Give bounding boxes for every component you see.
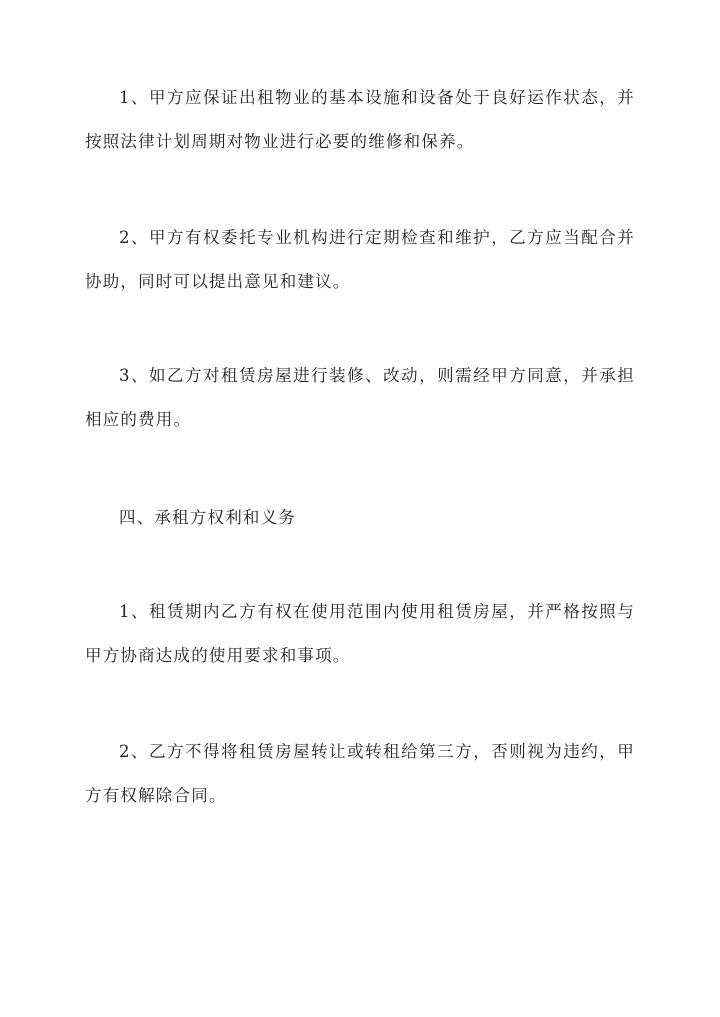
paragraph-no-sublease: 2、乙方不得将租赁房屋转让或转租给第三方，否则视为违约，甲方有权解除合同。 (85, 742, 635, 805)
paragraph-landlord-maintenance: 1、甲方应保证出租物业的基本设施和设备处于良好运作状态，并按照法律计划周期对物业进行必要的维修和保养。 (85, 88, 635, 151)
paragraph-renovation-consent: 3、如乙方对租赁房屋进行装修、改动，则需经甲方同意，并承担相应的费用。 (85, 366, 635, 429)
paragraph-tenant-usage-rights: 1、租赁期内乙方有权在使用范围内使用租赁房屋，并严格按照与甲方协商达成的使用要求和事项。 (85, 602, 635, 665)
paragraph-landlord-inspection: 2、甲方有权委托专业机构进行定期检查和维护，乙方应当配合并协助，同时可以提出意见和建议。 (85, 228, 635, 291)
section-heading-tenant-rights: 四、承租方权利和义务 (119, 508, 296, 527)
